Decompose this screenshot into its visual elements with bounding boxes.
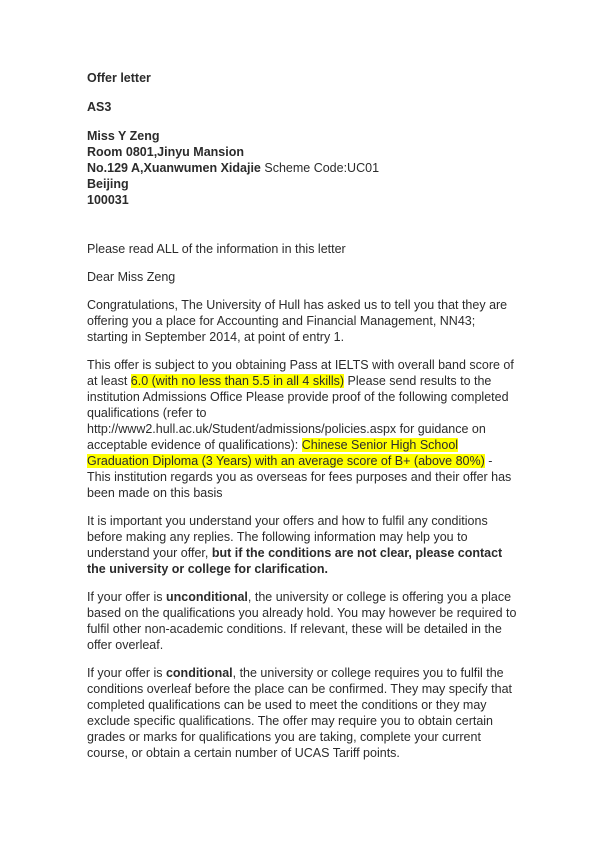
text-run: , the university or college is offering you a place based on the qualifications you already hold. You may however be required to fulfil other non-academic conditions. If relevant, these will be detailed in the offer overleaf. [87, 590, 517, 652]
text-run: If your offer is [87, 590, 166, 604]
salutation [87, 269, 517, 285]
recipient-address-line-2 [87, 160, 517, 176]
text-run: - This institution regards you as overseas for fees purposes and their offer has been made on this basis [87, 454, 512, 500]
read-all-notice [87, 241, 517, 257]
text-run: , the university or college requires you to fulfil the conditions overleaf before the place can be confirmed. They may specify that completed qualifications can be used to meet the conditions or they may exclude specific qualifications. The offer may require you to obtain certain grades or marks for qualifications you are taking, complete your current course, or obtain a certain number of UCAS Tariff points. [87, 666, 513, 760]
bold-text: conditional [165, 666, 233, 680]
highlighted-text: Chinese Senior High School Graduation Diploma (3 Years) with an average score of B+ (above 80%) [87, 438, 485, 468]
text-run: It is important you understand your offers and how to fulfil any conditions before making any replies. The following information may help you to understand your offer, [87, 514, 488, 560]
form-code: AS3 [87, 100, 112, 114]
document-title: Offer letter [87, 71, 151, 85]
recipient-city: Beijing [87, 177, 129, 191]
recipient-name: Miss Y Zeng [87, 129, 160, 143]
recipient-address-block [87, 128, 517, 208]
important-understand-paragraph [87, 513, 517, 577]
offer-conditions-paragraph [87, 357, 517, 501]
text-run: Congratulations, The University of Hull has asked us to tell you that they are offering you a place for Accounting and Financial Management, NN43; starting in September 2014, at point of entry 1. [87, 298, 508, 344]
text-run: This offer is subject to you obtaining Pass at IELTS with overall band score of at least [87, 358, 514, 388]
text-run: Dear Miss Zeng [87, 270, 176, 284]
letter-content [87, 70, 517, 773]
text-run: Please read ALL of the information in this letter [87, 242, 346, 256]
congratulations-paragraph [87, 297, 517, 345]
street-address: No.129 A,Xuanwumen Xidajie [87, 161, 261, 175]
unconditional-offer-paragraph [87, 589, 517, 653]
scheme-code: Scheme Code:UC01 [264, 161, 380, 175]
recipient-postcode: 100031 [87, 193, 129, 207]
highlighted-text: 6.0 (with no less than 5.5 in all 4 skills) [130, 374, 345, 388]
bold-text: unconditional [165, 590, 248, 604]
conditional-offer-paragraph [87, 665, 517, 761]
bold-text: but if the conditions are not clear, please contact the university or college for clarification. [87, 546, 503, 576]
recipient-address-line-1: Room 0801,Jinyu Mansion [87, 145, 244, 159]
text-run: Please send results to the institution Admissions Office Please provide proof of the following completed qualifications (refer to http://www2.hull.ac.uk/Student/admissions/policies.aspx for guidance on acceptable evidence of qualifications): [87, 374, 509, 452]
text-run: If your offer is [87, 666, 166, 680]
